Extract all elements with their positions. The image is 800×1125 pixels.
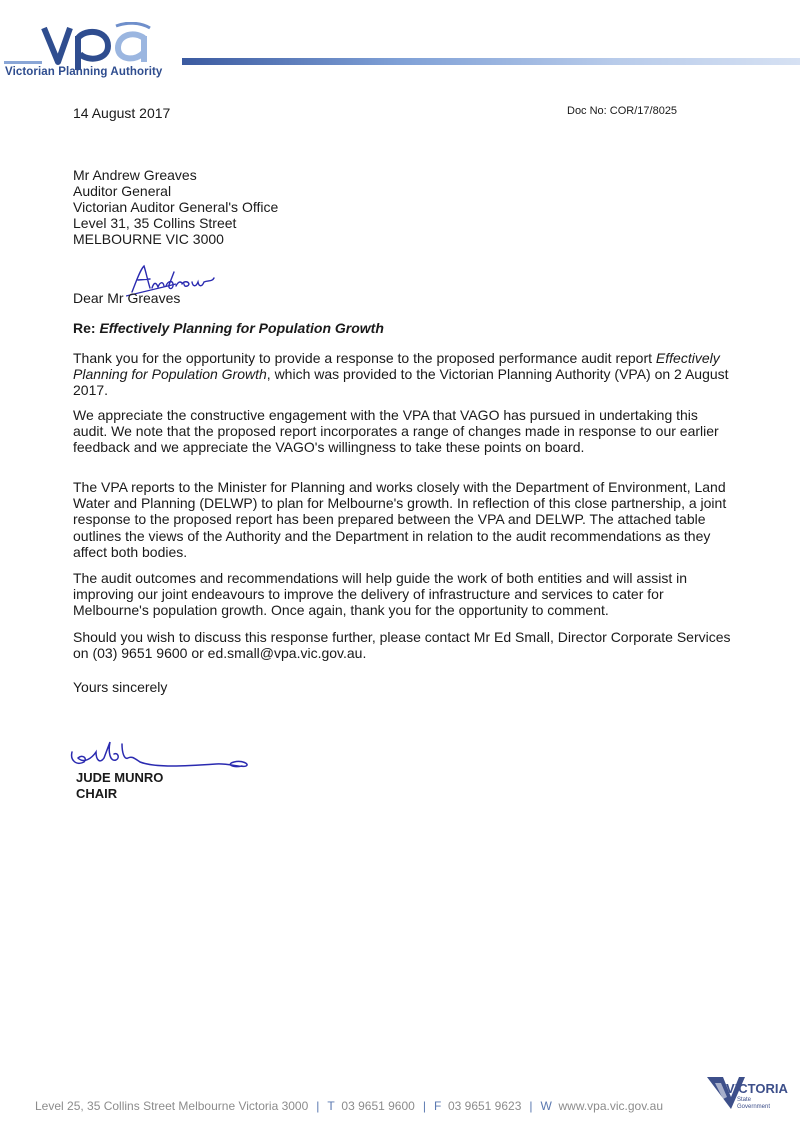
letter-date: 14 August 2017 [73, 105, 171, 121]
footer-fax: 03 9651 9623 [447, 1099, 522, 1113]
letterhead-rule [182, 58, 800, 65]
signature [66, 736, 251, 774]
state-government-text: State Government [737, 1097, 771, 1110]
subject-title: Effectively Planning for Population Growth [99, 320, 384, 336]
paragraph-2: We appreciate the constructive engagement with the VPA that VAGO has pursued in undertaking this audit. We note that the proposed report incorporates a range of changes made in response to our earlier feedback and we appreciate the VAGO's willingness to take these points on board. [73, 407, 719, 456]
paragraph-1 [73, 350, 733, 399]
letterhead-rule-left [4, 61, 42, 64]
recipient-address [73, 167, 278, 247]
paragraph-3: The VPA reports to the Minister for Planning and works closely with the Department of Environment, Land Water and Planning (DELWP) to plan for Melbourne's growth. In reflection of this close partnership, a joint response to the proposed report has been prepared between the VPA and DELWP. The attached table outlines the views of the Authority and the Department in relation to the audit recommendations as they affect both bodies. [73, 479, 727, 560]
footer-address: Level 25, 35 Collins Street Melbourne Victoria 3000 [35, 1099, 309, 1113]
signer-block [76, 770, 163, 802]
address-line: MELBOURNE VIC 3000 [73, 231, 224, 247]
footer-web: www.vpa.vic.gov.au [558, 1099, 663, 1113]
paragraph-text: , which was provided to the Victorian Planning Authority (VPA) on 2 August 2017. [73, 366, 729, 399]
address-line: Mr Andrew Greaves [73, 167, 197, 183]
fax-label: F [433, 1099, 442, 1113]
address-line: Victorian Auditor General's Office [73, 199, 279, 215]
paragraph-text: Thank you for the opportunity to provide a response to the proposed performance audit report [73, 350, 656, 366]
subject-prefix: Re: [73, 320, 100, 336]
footer-divider: | [529, 1099, 533, 1113]
address-line: Auditor General [73, 183, 172, 199]
address-line: Level 31, 35 Collins Street [73, 215, 237, 231]
footer [35, 1099, 663, 1113]
doc-number: Doc No: COR/17/8025 [567, 105, 678, 117]
report-title: Effectively Planning for Population Growth [73, 350, 720, 383]
subject-line [73, 320, 384, 336]
paragraph-5: Should you wish to discuss this response further, please contact Mr Ed Small, Director Corporate Services on (03) 9651 9600 or ed.small@vpa.vic.gov.au. [73, 629, 731, 662]
paragraph-4: The audit outcomes and recommendations will help guide the work of both entities and will assist in improving our joint endeavours to improve the delivery of infrastructure and services to cater for Melbourne's population growth. Once again, thank you for the opportunity to comment. [73, 570, 687, 619]
vpa-logo [40, 22, 180, 70]
footer-divider: | [422, 1099, 426, 1113]
org-name: Victorian Planning Authority [5, 66, 163, 78]
victoria-wordmark: VICTORIA [726, 1081, 788, 1096]
footer-phone: 03 9651 9600 [341, 1099, 415, 1113]
footer-divider: | [316, 1099, 320, 1113]
signer-title: CHAIR [76, 786, 118, 801]
signer-name: JUDE MUNRO [76, 770, 164, 785]
salutation: Dear Mr Greaves [73, 290, 181, 306]
closing: Yours sincerely [73, 679, 168, 695]
phone-label: T [327, 1099, 335, 1113]
web-label: W [540, 1099, 552, 1113]
